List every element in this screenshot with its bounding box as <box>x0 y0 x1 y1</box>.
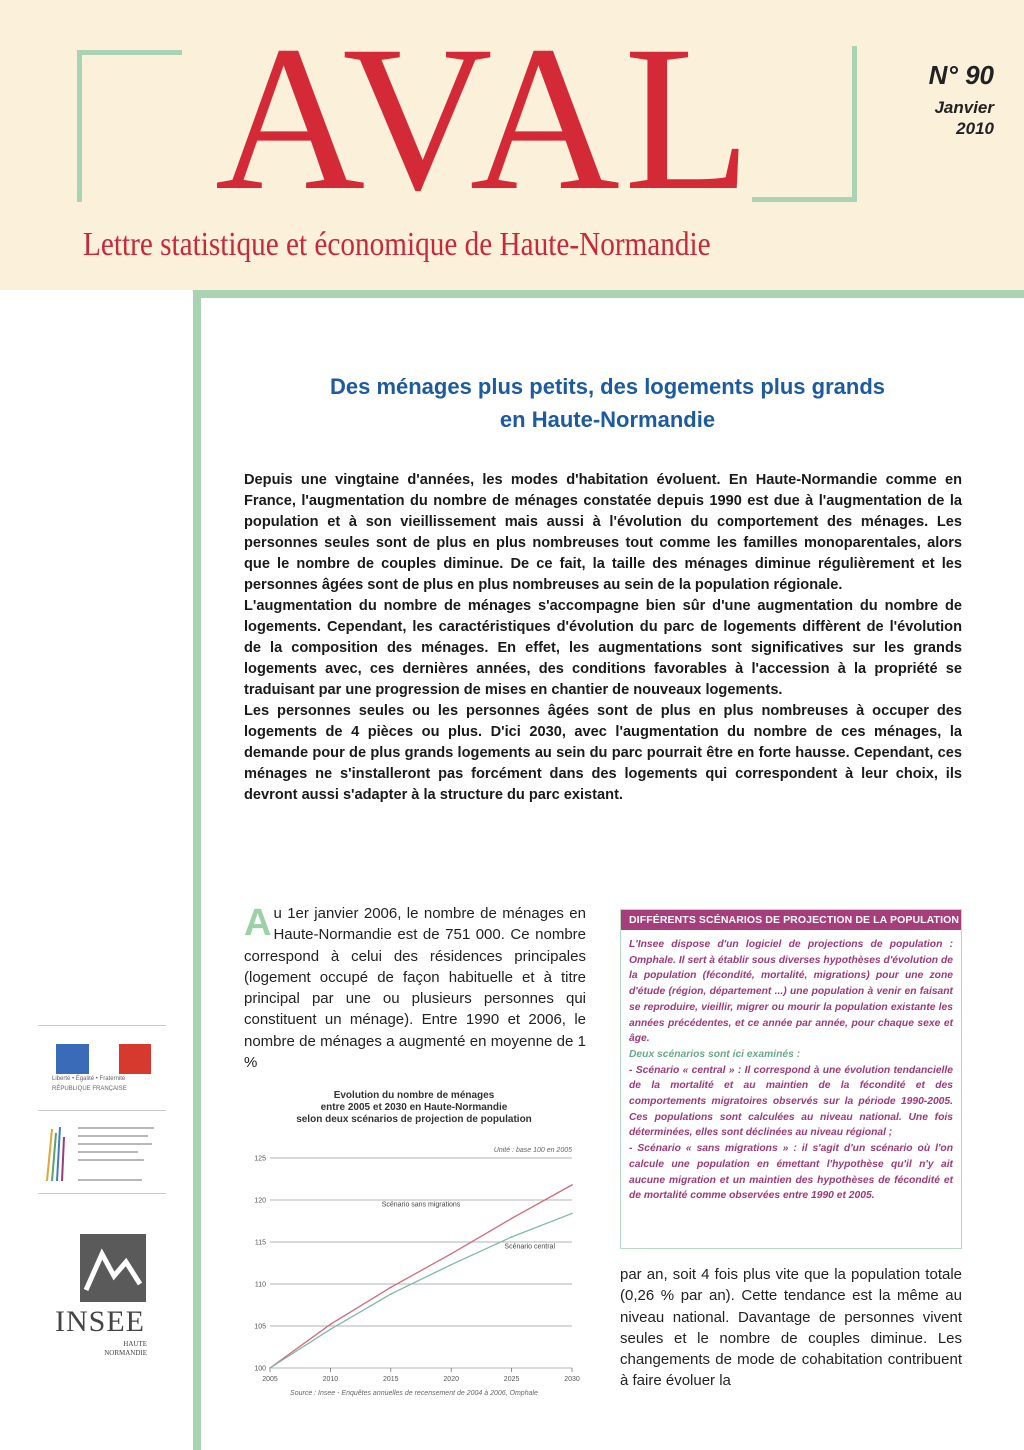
insee-region-line1: HAUTE <box>123 1340 147 1348</box>
body-column-1 <box>244 903 586 1073</box>
body-column-2: par an, soit 4 fois plus vite que la population totale (0,26 % par an). Cette tendance est la même au niveau national. Davantage de personnes vivent seules et le nombre de couples diminue. Les changements de mode de cohabitation contribuent à faire évoluer la <box>620 1266 962 1390</box>
box-body <box>621 930 961 1204</box>
point-central <box>571 1213 573 1215</box>
publication-logo: AVAL <box>214 3 756 233</box>
frame-bracket-left <box>77 50 182 202</box>
issue-info <box>929 60 994 139</box>
article-lead <box>244 470 962 806</box>
lead-paragraph: Depuis une vingtaine d'années, les modes d'habitation évoluent. En Haute-Normandie comme en France, l'augmentation du nombre de ménages constatée depuis 1990 est due à l'augmentation de la population et à son vieillissement mais aussi à l'évolution du comportement des ménages. Les personnes seules sont de plus en plus nombreuses tout comme les familles monoparentales, alors que le nombre de couples diminue. De ce fait, la taille des ménages diminue régulièrement et les personnes âgées sont de plus en plus nombreuses au sein de la population régionale. <box>244 472 962 593</box>
box-paragraph: Deux scénarios sont ici examinés : <box>629 1048 801 1060</box>
point-central <box>330 1329 332 1331</box>
series-label-central: Scénario central <box>504 1243 556 1251</box>
chart-title-line3: selon deux scénarios de projection de population <box>296 1114 532 1125</box>
lead-paragraph: L'augmentation du nombre de ménages s'accompagne bien sûr d'une augmentation du nombre de logements. Cependant, les caractéristiques d'évolution du parc de logements diffèrent de l'évolution de la composition des ménages. En effet, les augmentations sont significatives sur les grands logements avec, ces dernières années, des conditions favorables à l'accession à la propriété se traduisant par une progression de mises en chantier de nouveaux logements. <box>244 598 962 698</box>
box-paragraph: L'Insee dispose d'un logiciel de projections de population : Omphale. Il sert à établir sous diverses hypothèses d'évolution de la population (fécondité, mortalité, migrations) pour une zone d'étude (région, département ...) une population à venir en faisant se reproduire, vieillir, migrer ou mourir la population existante les années précédentes, et ce année par année, pour chaque sexe et âge. <box>629 939 953 1045</box>
rf-caption: Liberté • Égalité • Fraternité <box>52 1076 126 1082</box>
republique-francaise-logo <box>38 1025 166 1105</box>
lead-paragraph: Les personnes seules ou les personnes âgées sont de plus en plus nombreuses à occuper des logements de 4 pièces ou plus. D'ici 2030, avec l'augmentation du nombre de ces ménages, la demande pour de plus grands logements au sein du parc pourrait être en forte hausse. Cependant, ces ménages ne s'installeront pas forcément dans des logements qui correspondent à leur choix, ils devront aussi s'adapter à la structure du parc existant. <box>244 703 962 803</box>
point-central <box>269 1367 271 1369</box>
point-central <box>390 1293 392 1295</box>
body-text: u 1er janvier 2006, le nombre de ménages en Haute-Normandie est de 751 000. Ce nombre correspond à celui des résidences principales (logement occupé de façon habituelle et à titre principal par une ou plusieurs personnes qui constituent un ménage). Entre 1990 et 2006, le nombre de ménages a augmenté en moyenne de 1 % <box>244 905 586 1072</box>
x-tick-label: 2015 <box>383 1376 399 1383</box>
y-tick-label: 100 <box>254 1365 266 1373</box>
point-sans-migrations <box>330 1324 332 1326</box>
point-sans-migrations <box>571 1184 573 1186</box>
issue-year: 2010 <box>956 119 994 138</box>
series-label-sans-migrations: Scénario sans migrations <box>381 1201 461 1209</box>
dropcap-letter: A <box>244 902 272 944</box>
point-central <box>511 1236 513 1238</box>
x-tick-label: 2020 <box>443 1376 459 1383</box>
chart-unit-note: Unité : base 100 en 2005 <box>493 1147 572 1154</box>
y-tick-label: 120 <box>254 1197 266 1205</box>
box-paragraph: - Scénario « central » : Il correspond à une évolution tendancielle de la mortalité et au maintien de la fécondité et des comportements migratoires observés sur la période 1990-2005. Ces populations sont calculées au niveau national. Une fois déterminées, elles sont déclinées au niveau régional ; <box>629 1064 953 1139</box>
insee-region-line2: NORMANDIE <box>104 1349 147 1357</box>
insee-wordmark: INSEE <box>55 1305 145 1338</box>
x-tick-label: 2010 <box>322 1376 339 1383</box>
series-line-sans-migrations <box>270 1185 572 1368</box>
masthead <box>0 0 1024 290</box>
point-central <box>450 1264 452 1266</box>
article-title <box>235 370 980 436</box>
tricolor-flag-icon <box>56 1044 151 1074</box>
chart-source: Source : Insee - Enquêtes annuelles de recensement de 2004 à 2006, Omphale <box>290 1390 538 1397</box>
publication-tagline: Lettre statistique et économique de Haute-Normandie <box>83 226 711 263</box>
households-projection-chart <box>240 1140 590 1410</box>
chart-title-line2: entre 2005 et 2030 en Haute-Normandie <box>320 1102 508 1113</box>
x-tick-label: 2005 <box>262 1376 278 1383</box>
article-title-line1: Des ménages plus petits, des logements plus grands <box>329 374 886 399</box>
insee-mark-icon <box>80 1234 146 1302</box>
x-tick-label: 2030 <box>564 1376 580 1383</box>
rf-name: RÉPUBLIQUE FRANÇAISE <box>52 1086 127 1092</box>
y-tick-label: 110 <box>254 1281 266 1289</box>
y-tick-label: 125 <box>254 1155 266 1163</box>
insee-logo <box>55 1234 150 1364</box>
box-heading: DIFFÉRENTS SCÉNARIOS DE PROJECTION DE LA POPULATION <box>621 910 961 930</box>
page-frame-top <box>193 290 1024 298</box>
chart-title-line1: Evolution du nombre de ménages <box>333 1090 495 1101</box>
page-frame-left <box>193 290 201 1450</box>
series-line-central <box>270 1213 572 1368</box>
x-tick-label: 2025 <box>503 1376 520 1383</box>
regional-directorate-logo <box>38 1110 166 1194</box>
point-sans-migrations <box>511 1218 513 1220</box>
box-paragraph: - Scénario « sans migrations » : il s'agit d'un scénario où l'on calcule une population en émettant l'hypothèse qu'il n'y ait aucune migration et un maintien des hypothèses de fécondité et de mortalité comme observées entre 1990 et 2005. <box>629 1143 953 1202</box>
point-sans-migrations <box>390 1287 392 1289</box>
directorate-mark-icon <box>44 1125 66 1181</box>
issue-number: N° 90 <box>928 60 994 90</box>
chart-title <box>244 1090 584 1126</box>
article-title-line2: en Haute-Normandie <box>499 407 716 432</box>
y-tick-label: 115 <box>254 1239 266 1247</box>
insee-region <box>85 1340 147 1358</box>
issue-month: Janvier <box>934 98 994 117</box>
projection-scenarios-box <box>620 909 962 1249</box>
point-sans-migrations <box>450 1253 452 1255</box>
y-tick-label: 105 <box>254 1323 266 1331</box>
